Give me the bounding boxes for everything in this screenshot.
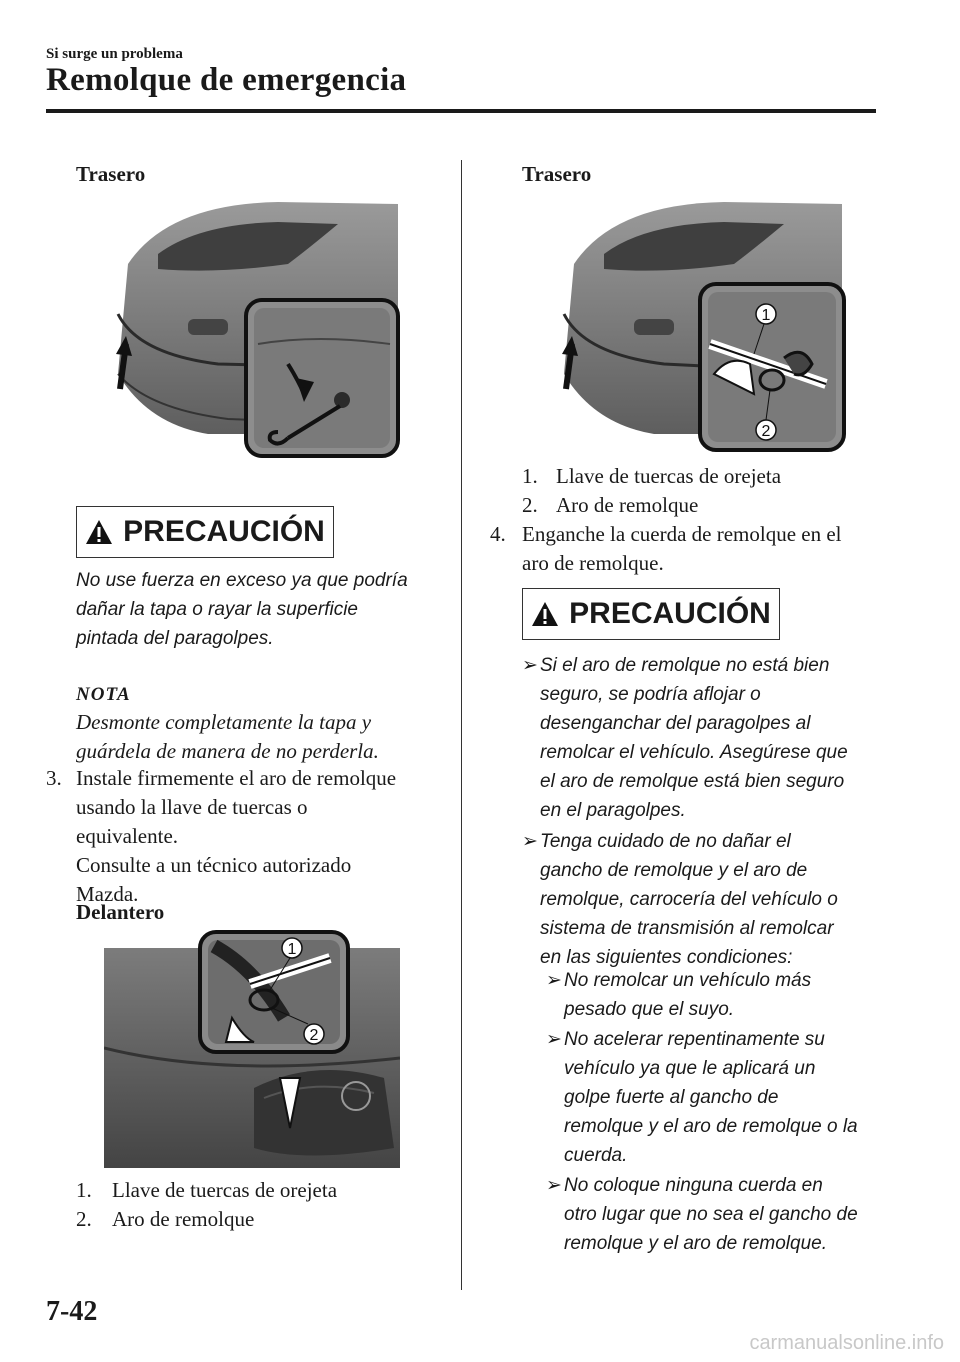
warning-triangle-icon bbox=[85, 519, 113, 545]
caution-bullet: ➢ Si el aro de remolque no está bien seguro, se podría aflojar o desenganchar del paragolpes al remolcar el vehículo. Asegúrese que el aro de remolque está bien seguro en el paragolpes. bbox=[522, 651, 892, 825]
caution-box-1 bbox=[76, 506, 334, 558]
nota-line: guárdela de manera de no perderla. bbox=[76, 739, 379, 763]
rear-car-wrench-figure bbox=[554, 194, 848, 454]
legend-left bbox=[76, 1176, 337, 1234]
step3-line: Instale firmemente el aro de remolque bbox=[76, 766, 397, 790]
caution-sub-bullets bbox=[546, 966, 886, 1258]
fig2-label: Delantero bbox=[76, 900, 165, 924]
step3-line: Consulte a un técnico autorizado bbox=[76, 853, 352, 877]
step3-line: Mazda. bbox=[76, 882, 139, 906]
arrow-bullet-icon: ➢ bbox=[546, 1175, 562, 1196]
legend-item: 1. Llave de tuercas de orejeta bbox=[522, 464, 782, 488]
fig2-callout-2: 2 bbox=[309, 1027, 319, 1044]
page-number: 7-42 bbox=[46, 1296, 98, 1327]
watermark: carmanualsonline.info bbox=[749, 1332, 944, 1354]
arrow-bullet-icon: ➢ bbox=[522, 831, 538, 852]
caution-line: dañar la tapa o rayar la superficie bbox=[76, 599, 358, 620]
fig1-label: Trasero bbox=[76, 162, 146, 186]
caution-box-2 bbox=[522, 588, 780, 640]
nota-line: Desmonte completamente la tapa y bbox=[76, 710, 372, 734]
caution-text-1 bbox=[76, 566, 456, 653]
caution-bullets bbox=[522, 651, 892, 972]
step3-line: equivalente. bbox=[76, 824, 179, 848]
legend-item: 2. Aro de remolque bbox=[76, 1207, 255, 1231]
caution-line: No use fuerza en exceso ya que podría bbox=[76, 570, 408, 591]
fig3-label: Trasero bbox=[522, 162, 592, 186]
caution-label-2: PRECAUCIÓN bbox=[569, 597, 771, 630]
arrow-bullet-icon: ➢ bbox=[546, 970, 562, 991]
warning-triangle-icon bbox=[531, 601, 559, 627]
caution-sub-bullet: ➢ No coloque ninguna cuerda en otro lugar que no sea el gancho de remolque y el aro de remolque. bbox=[546, 1171, 886, 1258]
step3-num: 3. bbox=[46, 766, 62, 790]
front-car-figure bbox=[104, 928, 400, 1168]
title-rule bbox=[46, 109, 876, 113]
step3-line: usando la llave de tuercas o bbox=[76, 795, 308, 819]
caution-label-1: PRECAUCIÓN bbox=[123, 515, 325, 548]
caution-bullet: ➢ Tenga cuidado de no dañar el gancho de remolque y el aro de remolque, carrocería del vehículo o sistema de transmisión al remolcar en las siguientes condiciones: bbox=[522, 827, 892, 972]
fig3-callout-2: 2 bbox=[761, 423, 771, 440]
section-title: Si surge un problema bbox=[46, 46, 183, 62]
step4-num: 4. bbox=[490, 522, 506, 546]
arrow-bullet-icon: ➢ bbox=[522, 655, 538, 676]
caution-sub-bullet: ➢ No acelerar repentinamente su vehículo ya que le aplicará un golpe fuerte al gancho de remolque y el aro de remolque o la cuerda. bbox=[546, 1025, 886, 1170]
step4-line: aro de remolque. bbox=[522, 551, 664, 575]
arrow-bullet-icon: ➢ bbox=[546, 1029, 562, 1050]
page-title: Remolque de emergencia bbox=[46, 62, 407, 98]
column-divider bbox=[461, 160, 462, 1290]
nota-text bbox=[76, 708, 456, 766]
fig3-callout-1: 1 bbox=[761, 307, 771, 324]
nota-label: NOTA bbox=[76, 684, 131, 705]
step4-text bbox=[522, 520, 882, 578]
caution-sub-bullet: ➢ No remolcar un vehículo más pesado que el suyo. bbox=[546, 966, 886, 1024]
legend-right bbox=[522, 462, 781, 520]
step4-line: Enganche la cuerda de remolque en el bbox=[522, 522, 842, 546]
fig2-callout-1: 1 bbox=[287, 941, 297, 958]
rear-car-figure bbox=[108, 194, 402, 460]
legend-item: 2. Aro de remolque bbox=[522, 493, 699, 517]
caution-line: pintada del paragolpes. bbox=[76, 628, 274, 649]
legend-item: 1. Llave de tuercas de orejeta bbox=[76, 1178, 338, 1202]
step3-text bbox=[76, 764, 456, 909]
